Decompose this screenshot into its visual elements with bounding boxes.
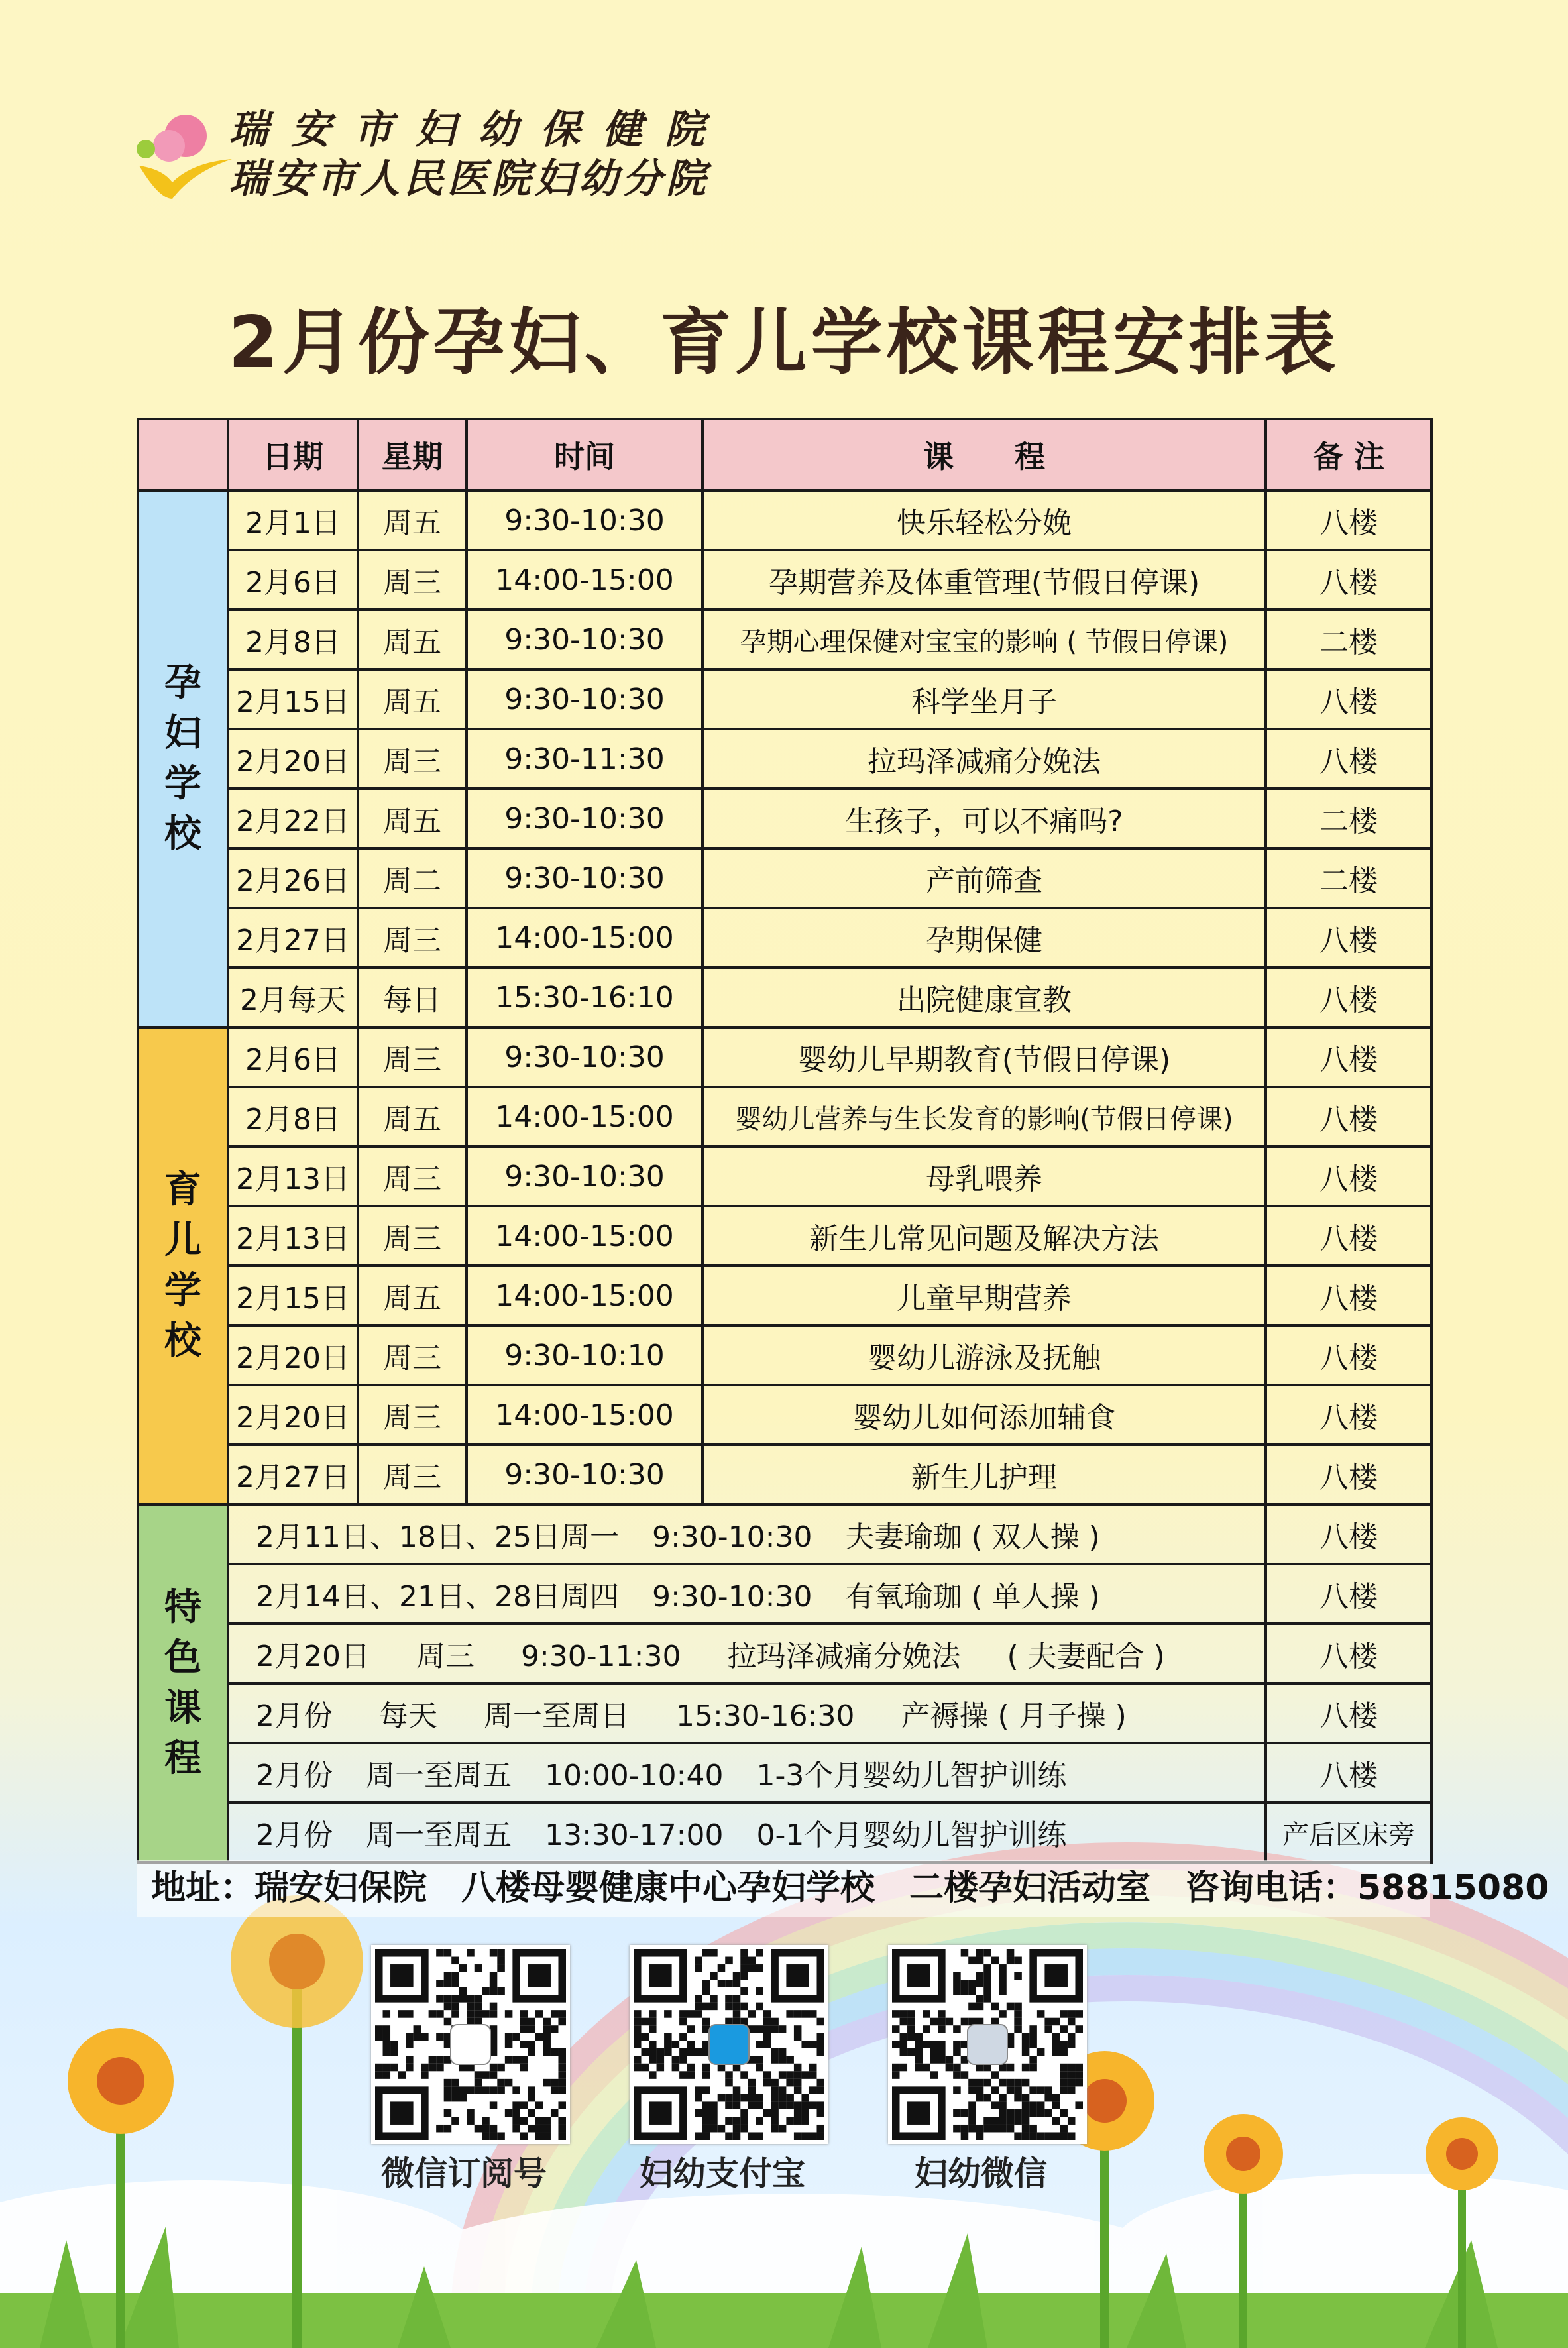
cell-note: 八楼 (1266, 1146, 1431, 1206)
special-course-part: 周三 (416, 1640, 475, 1673)
table-row (138, 1624, 1431, 1683)
special-course-part: 10:00-10:40 (545, 1759, 724, 1793)
cell-date: 2月6日 (228, 550, 358, 610)
cell-time: 9:30-10:30 (467, 1146, 702, 1206)
cell-date: 2月27日 (228, 1445, 358, 1504)
cell-note: 八楼 (1266, 908, 1431, 968)
cell-date: 2月20日 (228, 1325, 358, 1385)
cell-course: 婴幼儿如何添加辅食 (702, 1385, 1266, 1445)
cell-weekday: 周三 (358, 729, 467, 789)
cell-course: 婴幼儿营养与生长发育的影响(节假日停课) (702, 1087, 1266, 1146)
cell-special-course (228, 1803, 1266, 1862)
cell-note: 八楼 (1266, 729, 1431, 789)
special-course-part: 1-3个月婴幼儿智护训练 (756, 1759, 1067, 1793)
cell-course: 产前筛查 (702, 848, 1266, 908)
table-row (138, 968, 1431, 1027)
cell-date: 2月6日 (228, 1027, 358, 1087)
cell-special-course (228, 1683, 1266, 1743)
cell-weekday: 周三 (358, 1325, 467, 1385)
header-note: 备 注 (1266, 419, 1431, 490)
cell-note: 八楼 (1266, 1325, 1431, 1385)
cell-course: 婴幼儿早期教育(节假日停课) (702, 1027, 1266, 1087)
qr-label-wechat: 微信订阅号 (381, 2154, 547, 2193)
org-name-primary: 瑞安市妇幼保健院 (229, 107, 727, 153)
cell-weekday: 周三 (358, 908, 467, 968)
section-label-char: 学 (164, 1269, 201, 1312)
cell-course: 婴幼儿游泳及抚触 (702, 1325, 1266, 1385)
special-course-part: 2月份 (256, 1759, 333, 1793)
section-label (138, 490, 228, 1027)
cell-note: 八楼 (1266, 1445, 1431, 1504)
cell-special-course (228, 1564, 1266, 1624)
cell-time: 9:30-10:30 (467, 610, 702, 669)
table-row (138, 789, 1431, 848)
section-label-char: 课 (164, 1687, 201, 1730)
cell-note: 八楼 (1266, 1624, 1431, 1683)
cell-weekday: 周三 (358, 1146, 467, 1206)
table-header-row (138, 419, 1431, 490)
cell-weekday: 周五 (358, 1266, 467, 1325)
special-course-part: 2月11日、18日、25日周一 (256, 1520, 619, 1554)
section-label-char: 育 (164, 1168, 201, 1211)
cell-time: 14:00-15:00 (467, 1385, 702, 1445)
special-course-part: 9:30-11:30 (520, 1640, 681, 1673)
cell-time: 9:30-10:30 (467, 490, 702, 550)
cell-date: 2月22日 (228, 789, 358, 848)
page-title: 2月份孕妇、育儿学校课程安排表 (228, 302, 1340, 384)
header-date: 日期 (228, 419, 358, 490)
schedule-table (137, 418, 1433, 1864)
table-row (138, 550, 1431, 610)
special-course-part: 周一至周五 (366, 1818, 512, 1852)
cell-date: 2月13日 (228, 1146, 358, 1206)
cell-special-course (228, 1504, 1266, 1564)
cell-course: 科学坐月子 (702, 669, 1266, 729)
cell-note: 二楼 (1266, 848, 1431, 908)
cell-weekday: 周五 (358, 669, 467, 729)
special-course-part: 2月份 (256, 1699, 333, 1733)
cell-date: 2月15日 (228, 1266, 358, 1325)
table-row (138, 1385, 1431, 1445)
cell-note: 八楼 (1266, 1564, 1431, 1624)
cell-note: 八楼 (1266, 1206, 1431, 1266)
cell-time: 9:30-10:10 (467, 1325, 702, 1385)
cell-weekday: 周三 (358, 1206, 467, 1266)
table-row (138, 1146, 1431, 1206)
cell-date: 2月26日 (228, 848, 358, 908)
cell-note: 八楼 (1266, 1266, 1431, 1325)
cell-date: 2月8日 (228, 1087, 358, 1146)
footer-address: 地址：瑞安妇保院 八楼母婴健康中心孕妇学校 二楼孕妇活动室 咨询电话：58815080 (137, 1860, 1430, 1917)
table-row (138, 848, 1431, 908)
cell-course: 拉玛泽减痛分娩法 (702, 729, 1266, 789)
section-label-char: 特 (164, 1586, 201, 1629)
cell-note: 八楼 (1266, 490, 1431, 550)
table-row (138, 1743, 1431, 1803)
cell-weekday: 周三 (358, 1385, 467, 1445)
cell-course: 新生儿护理 (702, 1445, 1266, 1504)
special-course-part: 9:30-10:30 (651, 1580, 812, 1614)
special-course-part: 有氧瑜珈 ( 单人操 ) (845, 1580, 1100, 1614)
special-course-part: 2月14日、21日、28日周四 (256, 1580, 619, 1614)
qr-label-weixin: 妇幼微信 (915, 2154, 1047, 2193)
header-course: 课 程 (702, 419, 1266, 490)
header-time: 时间 (467, 419, 702, 490)
special-course-part: 15:30-16:30 (676, 1699, 855, 1733)
hospital-logo-icon (133, 99, 239, 205)
cell-course: 新生儿常见问题及解决方法 (702, 1206, 1266, 1266)
table-row (138, 490, 1431, 550)
cell-special-course (228, 1743, 1266, 1803)
special-course-part: 拉玛泽减痛分娩法 (727, 1640, 961, 1673)
section-label-char: 程 (164, 1737, 201, 1780)
special-course-part: 2月20日 (256, 1640, 370, 1673)
cell-weekday: 周三 (358, 550, 467, 610)
cell-time: 15:30-16:10 (467, 968, 702, 1027)
table-row (138, 669, 1431, 729)
cell-time: 9:30-11:30 (467, 729, 702, 789)
special-course-part: 周一至周日 (484, 1699, 630, 1733)
special-course-part: 0-1个月婴幼儿智护训练 (756, 1818, 1067, 1852)
table-row (138, 1504, 1431, 1564)
cell-date: 2月27日 (228, 908, 358, 968)
cell-note: 二楼 (1266, 789, 1431, 848)
cell-note: 八楼 (1266, 669, 1431, 729)
cell-time: 14:00-15:00 (467, 550, 702, 610)
cell-note: 八楼 (1266, 1683, 1431, 1743)
table-row (138, 729, 1431, 789)
cell-course: 孕期营养及体重管理(节假日停课) (702, 550, 1266, 610)
cell-time: 9:30-10:30 (467, 669, 702, 729)
header-blank (138, 419, 228, 490)
special-course-part: 产褥操 ( 月子操 ) (901, 1699, 1127, 1733)
cell-course: 出院健康宣教 (702, 968, 1266, 1027)
hospital-building-icon (968, 2025, 1007, 2064)
section-label-char: 校 (164, 1319, 201, 1363)
table-row (138, 1266, 1431, 1325)
cell-note: 八楼 (1266, 1504, 1431, 1564)
table-row (138, 1445, 1431, 1504)
alipay-icon (709, 2025, 749, 2064)
qr-code-alipay[interactable] (630, 1945, 828, 2144)
section-label-char: 学 (164, 762, 201, 805)
table-row (138, 908, 1431, 968)
special-course-part: 每天 (379, 1699, 437, 1733)
table-row (138, 1803, 1431, 1862)
cell-course: 生孩子，可以不痛吗? (702, 789, 1266, 848)
section-label-char: 儿 (164, 1219, 201, 1262)
cell-note: 八楼 (1266, 968, 1431, 1027)
section-label (138, 1027, 228, 1504)
cell-note: 二楼 (1266, 610, 1431, 669)
cell-course: 母乳喂养 (702, 1146, 1266, 1206)
cell-note: 产后区床旁 (1266, 1803, 1431, 1862)
cell-weekday: 周五 (358, 789, 467, 848)
cell-special-course (228, 1624, 1266, 1683)
cell-time: 14:00-15:00 (467, 1206, 702, 1266)
table-row (138, 1564, 1431, 1624)
cell-weekday: 周三 (358, 1445, 467, 1504)
table-row (138, 1683, 1431, 1743)
cell-course: 孕期心理保健对宝宝的影响 ( 节假日停课) (702, 610, 1266, 669)
section-label-char: 妇 (164, 712, 201, 755)
cell-weekday: 周五 (358, 490, 467, 550)
special-course-part: 周一至周五 (366, 1759, 512, 1793)
cell-course: 快乐轻松分娩 (702, 490, 1266, 550)
cell-weekday: 周五 (358, 610, 467, 669)
cell-weekday: 周三 (358, 1027, 467, 1087)
qr-code-wechat[interactable] (371, 1945, 570, 2144)
cell-time: 14:00-15:00 (467, 908, 702, 968)
header-weekday: 星期 (358, 419, 467, 490)
special-course-part: 9:30-10:30 (651, 1520, 812, 1554)
cell-note: 八楼 (1266, 1743, 1431, 1803)
table-row (138, 610, 1431, 669)
cell-note: 八楼 (1266, 1027, 1431, 1087)
cell-date: 2月13日 (228, 1206, 358, 1266)
cell-date: 2月每天 (228, 968, 358, 1027)
special-course-part: 13:30-17:00 (545, 1818, 724, 1852)
cell-weekday: 每日 (358, 968, 467, 1027)
table-row (138, 1206, 1431, 1266)
section-label-char: 色 (164, 1636, 201, 1679)
table-row (138, 1087, 1431, 1146)
cell-date: 2月20日 (228, 1385, 358, 1445)
cell-note: 八楼 (1266, 1385, 1431, 1445)
cell-date: 2月8日 (228, 610, 358, 669)
cell-weekday: 周五 (358, 1087, 467, 1146)
cell-note: 八楼 (1266, 550, 1431, 610)
special-course-part: 夫妻瑜珈 ( 双人操 ) (845, 1520, 1100, 1554)
section-label-char: 校 (164, 812, 201, 856)
cell-time: 14:00-15:00 (467, 1266, 702, 1325)
qr-label-alipay: 妇幼支付宝 (640, 2154, 805, 2193)
cell-course: 儿童早期营养 (702, 1266, 1266, 1325)
cell-time: 9:30-10:30 (467, 1027, 702, 1087)
cell-course: 孕期保健 (702, 908, 1266, 968)
cell-date: 2月20日 (228, 729, 358, 789)
cell-date: 2月1日 (228, 490, 358, 550)
section-label-char: 孕 (164, 661, 201, 704)
cell-date: 2月15日 (228, 669, 358, 729)
cell-time: 9:30-10:30 (467, 1445, 702, 1504)
table-row (138, 1325, 1431, 1385)
cell-time: 14:00-15:00 (467, 1087, 702, 1146)
table-row (138, 1027, 1431, 1087)
org-name-secondary: 瑞安市人民医院妇幼分院 (229, 156, 710, 202)
special-course-part: 2月份 (256, 1818, 333, 1852)
wechat-logo-icon (451, 2025, 490, 2064)
special-course-part: ( 夫妻配合 ) (1007, 1640, 1165, 1673)
cell-note: 八楼 (1266, 1087, 1431, 1146)
cell-weekday: 周二 (358, 848, 467, 908)
qr-code-weixin[interactable] (888, 1945, 1087, 2144)
section-label (138, 1504, 228, 1862)
cell-time: 9:30-10:30 (467, 789, 702, 848)
cell-time: 9:30-10:30 (467, 848, 702, 908)
